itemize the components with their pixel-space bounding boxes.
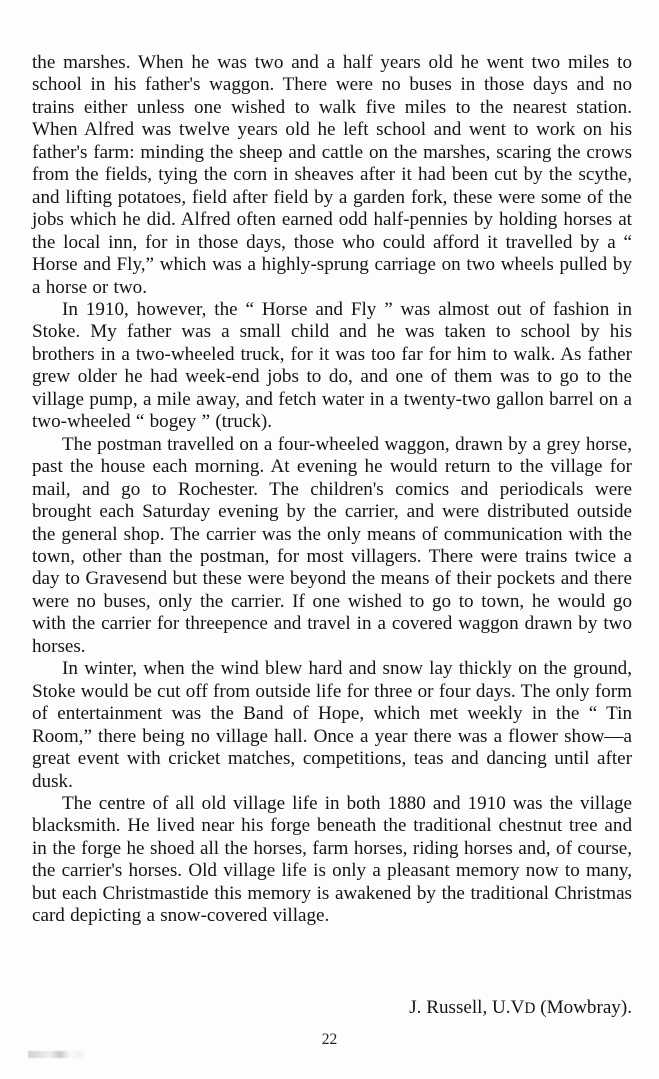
paragraph-3: The postman travelled on a four-wheeled waggon, drawn by a grey horse, past the house each morning. At evening he would return to the village for mail, and go to Rochester. The children's comics and periodicals were brought each Saturday evening by the carrier, and were distributed outside the general shop. The carrier was the only means of communication with the town, other than the postman, for most villagers. There were trains twice a day to Gravesend but these were beyond the means of their pockets and there were no buses, only the carrier. If one wished to go to town, he would go with the carrier for threepence and travel in a covered waggon drawn by two horses. <box>32 433 632 657</box>
author-signature <box>32 997 636 1020</box>
scan-artifact-smudge <box>28 1051 86 1058</box>
paragraph-2: In 1910, however, the “ Horse and Fly ” was almost out of fashion in Stoke. My father was a small child and he was taken to school by his brothers in a two-wheeled truck, for it was too far for him to walk. As father grew older he had week-end jobs to do, and one of them was to go to the village pump, a mile away, and fetch water in a twenty-two gallon barrel on a two-wheeled “ bogey ” (truck). <box>32 298 632 433</box>
signature-affiliation: (Mowbray). <box>535 997 632 1018</box>
signature-name: J. Russell, U.V <box>409 997 525 1018</box>
paragraph-5: The centre of all old village life in both 1880 and 1910 was the village blacksmith. He lived near his forge beneath the traditional chestnut tree and in the forge he shoed all the horses, farm horses, riding horses and, of course, the carrier's horses. Old village life is only a pleasant memory now to many, but each Christmastide this memory is awakened by the traditional Christmas card depicting a snow-covered village. <box>32 792 632 927</box>
text-column <box>32 52 632 928</box>
page-number: 22 <box>321 1031 338 1048</box>
paragraph-1: the marshes. When he was two and a half years old he went two miles to school in his father's waggon. There were no buses in those days and no trains either unless one wished to walk five miles to the nearest station. When Alfred was twelve years old he left school and went to work on his father's farm: minding the sheep and cattle on the marshes, scaring the crows from the fields, tying the corn in sheaves after it had been cut by the scythe, and lifting potatoes, field after field by a garden fork, these were some of the jobs which he did. Alfred often earned odd half-pennies by holding horses at the local inn, for in those days, those who could afford it travelled by a “ Horse and Fly,” which was a highly-sprung carriage on two wheels pulled by a horse or two. <box>32 52 632 298</box>
paragraph-4: In winter, when the wind blew hard and snow lay thickly on the ground, Stoke would be cut off from outside life for three or four days. The only form of entertainment was the Band of Hope, which met weekly in the “ Tin Room,” there being no village hall. Once a year there was a flower show—a great event with cricket matches, competitions, teas and dancing until after dusk. <box>32 658 632 792</box>
signature-smallcap-d: D <box>524 1000 536 1017</box>
